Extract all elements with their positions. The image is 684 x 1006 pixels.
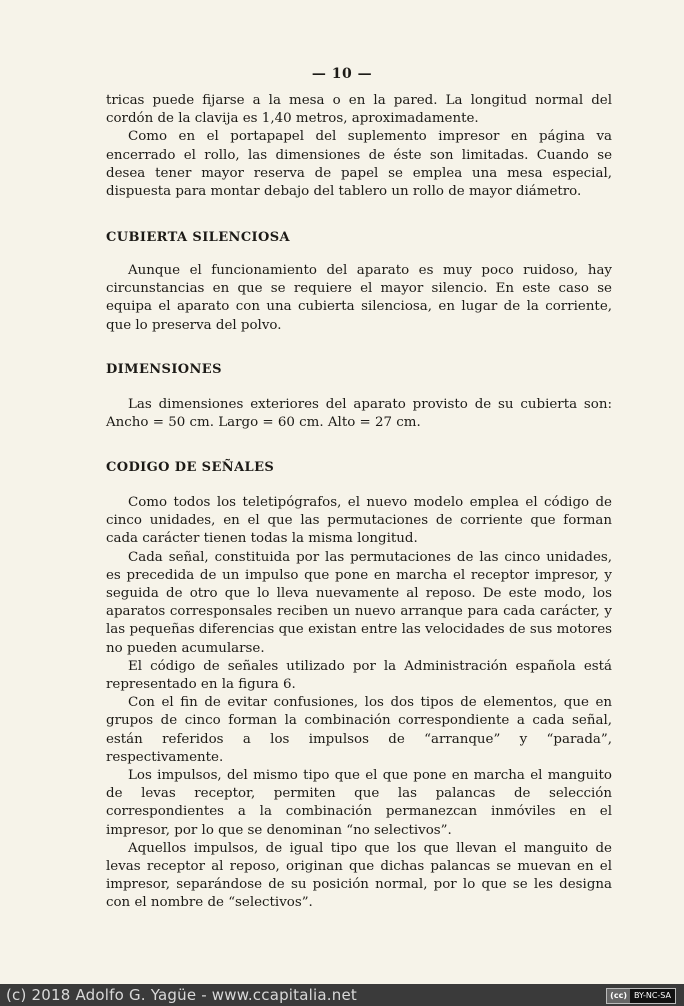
intro-block — [106, 92, 612, 201]
paragraph: Aunque el funcionamiento del aparato es muy poco ruidoso, hay circunstancias en que se requiere el mayor silencio. En este caso se equipa el aparato con una cubierta silenciosa, en lugar de la corriente, que lo preserva del polvo. — [106, 263, 612, 333]
section-heading-codigo: CODIGO DE SEÑALES — [106, 460, 275, 475]
license-badge[interactable] — [606, 988, 676, 1004]
paragraph: Como en el portapapel del suplemento impresor en página va encerrado el rollo, las dimensiones de éste son limitadas. Cuando se desea tener mayor reserva de papel se emplea una mesa especial, dispuesta para montar debajo del tablero un rollo de mayor diámetro. — [106, 129, 612, 200]
license-terms: BY-NC-SA — [633, 991, 671, 1000]
paragraph: Las dimensiones exteriores del aparato provisto de su cubierta son: Ancho = 50 cm. Largo = 60 cm. Alto = 27 cm. — [106, 397, 612, 431]
paragraph: Como todos los teletipógrafos, el nuevo modelo emplea el código de cinco unidades, en el que las permutaciones de corriente que forman cada carácter tienen todas la misma longitud. — [106, 495, 612, 547]
copyright-notice: (c) 2018 Adolfo G. Yagüe - www.ccapitalia.net — [6, 986, 357, 1004]
section-body-codigo — [106, 494, 612, 913]
section-heading-dimensiones: DIMENSIONES — [106, 362, 222, 377]
paragraph: Los impulsos, del mismo tipo que el que pone en marcha el manguito de levas receptor, permiten que las palancas de selección correspondientes a la combinación permanezcan inmóviles en el impresor, por lo que se denominan “no selectivos”. — [106, 768, 612, 838]
paragraph: tricas puede fijarse a la mesa o en la pared. La longitud normal del cordón de la clavija es 1,40 metros, aproximadamente. — [106, 93, 612, 127]
footer-bar — [0, 984, 684, 1006]
page-number: — 10 — — [311, 66, 373, 82]
paragraph: Con el fin de evitar confusiones, los dos tipos de elementos, que en grupos de cinco forman la combinación correspondiente a cada señal, están referidos a los impulsos de “arranque” y “parada”, respectivamente. — [106, 695, 612, 765]
paragraph: Cada señal, constituida por las permutaciones de las cinco unidades, es precedida de un impulso que pone en marcha el receptor impresor, y seguida de otro que lo lleva nuevamente al reposo. De este modo, los aparatos corresponsales reciben un nuevo arranque para cada carácter, y las pequeñas diferencias que existan entre las velocidades de sus motores no pueden acumularse. — [106, 549, 612, 656]
cc-icon: (cc) — [607, 989, 630, 1003]
section-body-cubierta — [106, 262, 612, 335]
section-body-dimensiones — [106, 396, 612, 432]
paragraph: Aquellos impulsos, de igual tipo que los que llevan el manguito de levas receptor al reposo, originan que dichas palancas se muevan en el impresor, separándose de su posición normal, por lo que se les designa con el nombre de “selectivos”. — [106, 840, 612, 911]
paragraph: El código de señales utilizado por la Administración española está representado en la figura 6. — [106, 658, 612, 693]
section-heading-cubierta: CUBIERTA SILENCIOSA — [106, 230, 291, 245]
